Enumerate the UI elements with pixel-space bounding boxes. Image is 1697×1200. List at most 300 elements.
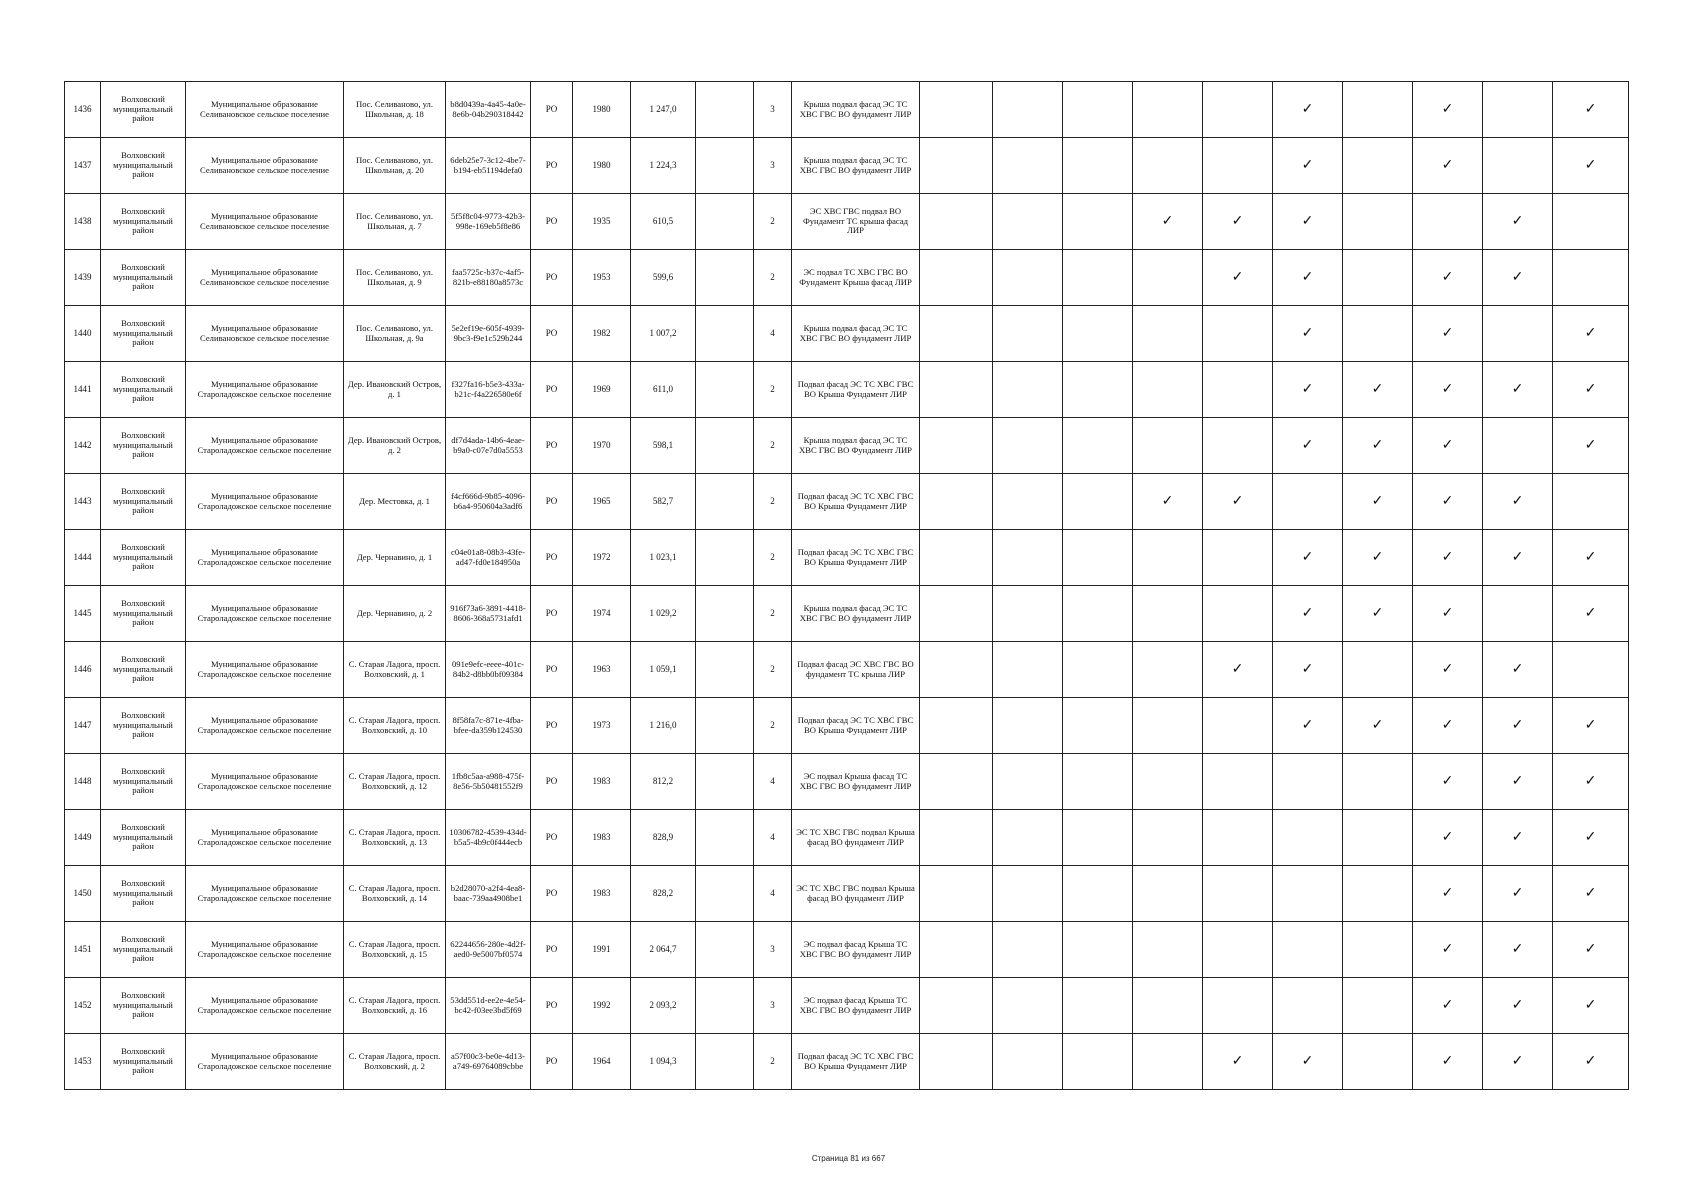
fias-code-cell: 6deb25e7-3c12-4be7-b194-eb51194defa0: [446, 138, 531, 194]
work-check-cell: [1483, 194, 1553, 250]
work-check-cell: [1413, 1034, 1483, 1090]
table-row: [65, 810, 1629, 866]
row-number: 1441: [65, 362, 101, 418]
work-check-cell: [1553, 138, 1629, 194]
work-check-cell: [1343, 642, 1413, 698]
checkmark-icon: ✓: [1511, 1053, 1524, 1069]
floors-cell: 2: [754, 698, 792, 754]
district-cell: Волховский муниципальный район: [101, 250, 186, 306]
checkmark-icon: ✓: [1161, 493, 1174, 509]
empty-cell: [920, 698, 993, 754]
district-cell: Волховский муниципальный район: [101, 194, 186, 250]
municipality-cell: Муниципальное образование Староладожское сельское поселение: [186, 362, 344, 418]
fias-code-cell: faa5725c-b37c-4af5-821b-e88180a8573c: [446, 250, 531, 306]
fias-code-cell: b2d28070-a2f4-4ea8-baac-739aa4908be1: [446, 866, 531, 922]
floors-cell: 2: [754, 418, 792, 474]
area-cell: 610,5: [631, 194, 696, 250]
row-number: 1452: [65, 978, 101, 1034]
empty-cell: [920, 810, 993, 866]
district-cell: Волховский муниципальный район: [101, 978, 186, 1034]
work-check-cell: [993, 1034, 1063, 1090]
empty-cell: [696, 978, 754, 1034]
fias-code-cell: f4cf666d-9b85-4096-b6a4-950604a3adf6: [446, 474, 531, 530]
municipality-cell: Муниципальное образование Селивановское сельское поселение: [186, 250, 344, 306]
table-row: [65, 642, 1629, 698]
work-check-cell: [1553, 978, 1629, 1034]
municipality-cell: Муниципальное образование Староладожское сельское поселение: [186, 866, 344, 922]
work-check-cell: [1553, 306, 1629, 362]
work-check-cell: [1413, 586, 1483, 642]
row-number: 1444: [65, 530, 101, 586]
build-year-cell: 1983: [573, 810, 631, 866]
work-check-cell: [1553, 866, 1629, 922]
checkmark-icon: ✓: [1301, 605, 1314, 621]
work-check-cell: [1483, 586, 1553, 642]
checkmark-icon: ✓: [1441, 493, 1454, 509]
work-check-cell: [1343, 866, 1413, 922]
work-check-cell: [1343, 586, 1413, 642]
work-check-cell: [1483, 138, 1553, 194]
empty-cell: [920, 194, 993, 250]
work-check-cell: [1273, 82, 1343, 138]
row-number: 1449: [65, 810, 101, 866]
address-cell: Пос. Селиваново, ул. Школьная, д. 7: [344, 194, 446, 250]
floors-cell: 2: [754, 250, 792, 306]
municipality-cell: Муниципальное образование Староладожское сельское поселение: [186, 698, 344, 754]
area-cell: 812,2: [631, 754, 696, 810]
empty-cell: [696, 922, 754, 978]
checkmark-icon: ✓: [1301, 717, 1314, 733]
work-check-cell: [1413, 194, 1483, 250]
checkmark-icon: ✓: [1441, 1053, 1454, 1069]
works-list-cell: Подвал фасад ЭС ТС ХВС ГВС ВО Крыша Фундамент ЛИР: [792, 530, 920, 586]
work-check-cell: [1133, 586, 1203, 642]
address-cell: Дер. Чернавино, д. 1: [344, 530, 446, 586]
work-check-cell: [1063, 978, 1133, 1034]
checkmark-icon: ✓: [1511, 381, 1524, 397]
work-check-cell: [993, 362, 1063, 418]
works-list-cell: Подвал фасад ЭС ТС ХВС ГВС ВО Крыша Фундамент ЛИР: [792, 1034, 920, 1090]
district-cell: Волховский муниципальный район: [101, 586, 186, 642]
work-check-cell: [1553, 362, 1629, 418]
work-check-cell: [1413, 642, 1483, 698]
works-list-cell: ЭС ТС ХВС ГВС подвал Крыша фасад ВО фундамент ЛИР: [792, 866, 920, 922]
work-check-cell: [1133, 866, 1203, 922]
work-check-cell: [1413, 306, 1483, 362]
table-row: [65, 978, 1629, 1034]
work-check-cell: [1343, 530, 1413, 586]
empty-cell: [696, 530, 754, 586]
row-number: 1451: [65, 922, 101, 978]
floors-cell: 3: [754, 978, 792, 1034]
works-list-cell: ЭС подвал Крыша фасад ТС ХВС ГВС ВО фундамент ЛИР: [792, 754, 920, 810]
row-number: 1442: [65, 418, 101, 474]
work-check-cell: [1133, 138, 1203, 194]
row-number: 1450: [65, 866, 101, 922]
ro-cell: РО: [531, 82, 573, 138]
ro-cell: РО: [531, 586, 573, 642]
empty-cell: [696, 754, 754, 810]
work-check-cell: [1553, 530, 1629, 586]
empty-cell: [696, 418, 754, 474]
build-year-cell: 1992: [573, 978, 631, 1034]
works-list-cell: Крыша подвал фасад ЭС ТС ХВС ГВС ВО фундамент ЛИР: [792, 306, 920, 362]
ro-cell: РО: [531, 194, 573, 250]
row-number: 1438: [65, 194, 101, 250]
work-check-cell: [993, 418, 1063, 474]
work-check-cell: [1273, 810, 1343, 866]
work-check-cell: [1133, 754, 1203, 810]
floors-cell: 2: [754, 530, 792, 586]
work-check-cell: [1343, 978, 1413, 1034]
table-row: [65, 474, 1629, 530]
work-check-cell: [1133, 1034, 1203, 1090]
checkmark-icon: ✓: [1584, 325, 1597, 341]
checkmark-icon: ✓: [1301, 381, 1314, 397]
area-cell: 1 224,3: [631, 138, 696, 194]
work-check-cell: [1413, 698, 1483, 754]
work-check-cell: [1133, 306, 1203, 362]
checkmark-icon: ✓: [1441, 941, 1454, 957]
empty-cell: [696, 866, 754, 922]
works-list-cell: ЭС ХВС ГВС подвал ВО Фундамент ТС крыша фасад ЛИР: [792, 194, 920, 250]
row-number: 1447: [65, 698, 101, 754]
work-check-cell: [1483, 1034, 1553, 1090]
address-cell: Пос. Селиваново, ул. Школьная, д. 9: [344, 250, 446, 306]
build-year-cell: 1970: [573, 418, 631, 474]
works-list-cell: ЭС подвал фасад Крыша ТС ХВС ГВС ВО фундамент ЛИР: [792, 978, 920, 1034]
checkmark-icon: ✓: [1301, 213, 1314, 229]
area-cell: 611,0: [631, 362, 696, 418]
ro-cell: РО: [531, 978, 573, 1034]
municipality-cell: Муниципальное образование Староладожское сельское поселение: [186, 1034, 344, 1090]
empty-cell: [696, 698, 754, 754]
municipality-cell: Муниципальное образование Староладожское сельское поселение: [186, 530, 344, 586]
checkmark-icon: ✓: [1441, 157, 1454, 173]
work-check-cell: [1203, 754, 1273, 810]
work-check-cell: [1483, 922, 1553, 978]
works-list-cell: Крыша подвал фасад ЭС ТС ХВС ГВС ВО фундамент ЛИР: [792, 586, 920, 642]
floors-cell: 3: [754, 922, 792, 978]
works-list-cell: ЭС подвал ТС ХВС ГВС ВО Фундамент Крыша фасад ЛИР: [792, 250, 920, 306]
works-list-cell: Подвал фасад ЭС ТС ХВС ГВС ВО Крыша Фундамент ЛИР: [792, 474, 920, 530]
build-year-cell: 1973: [573, 698, 631, 754]
work-check-cell: [1413, 418, 1483, 474]
area-cell: 1 007,2: [631, 306, 696, 362]
build-year-cell: 1991: [573, 922, 631, 978]
address-cell: С. Старая Ладога, просп. Волховский, д. 2: [344, 1034, 446, 1090]
address-cell: С. Старая Ладога, просп. Волховский, д. 13: [344, 810, 446, 866]
table-row: [65, 306, 1629, 362]
work-check-cell: [1203, 642, 1273, 698]
works-list-cell: Крыша подвал фасад ЭС ТС ХВС ГВС ВО фундамент ЛИР: [792, 138, 920, 194]
work-check-cell: [1343, 922, 1413, 978]
district-cell: Волховский муниципальный район: [101, 138, 186, 194]
work-check-cell: [993, 922, 1063, 978]
work-check-cell: [1483, 642, 1553, 698]
municipality-cell: Муниципальное образование Селивановское сельское поселение: [186, 194, 344, 250]
work-check-cell: [1553, 922, 1629, 978]
table-body: [65, 82, 1629, 1090]
ro-cell: РО: [531, 530, 573, 586]
work-check-cell: [1343, 810, 1413, 866]
work-check-cell: [1273, 642, 1343, 698]
table-row: [65, 922, 1629, 978]
empty-cell: [920, 306, 993, 362]
build-year-cell: 1965: [573, 474, 631, 530]
work-check-cell: [993, 194, 1063, 250]
build-year-cell: 1953: [573, 250, 631, 306]
work-check-cell: [993, 530, 1063, 586]
work-check-cell: [1553, 754, 1629, 810]
address-cell: С. Старая Ладога, просп. Волховский, д. 1: [344, 642, 446, 698]
work-check-cell: [1133, 922, 1203, 978]
work-check-cell: [1273, 362, 1343, 418]
build-year-cell: 1969: [573, 362, 631, 418]
checkmark-icon: ✓: [1301, 101, 1314, 117]
work-check-cell: [1553, 698, 1629, 754]
address-cell: С. Старая Ладога, просп. Волховский, д. 14: [344, 866, 446, 922]
build-year-cell: 1980: [573, 138, 631, 194]
checkmark-icon: ✓: [1584, 885, 1597, 901]
address-cell: Дер. Ивановский Остров, д. 1: [344, 362, 446, 418]
checkmark-icon: ✓: [1584, 717, 1597, 733]
work-check-cell: [1553, 810, 1629, 866]
checkmark-icon: ✓: [1584, 101, 1597, 117]
work-check-cell: [1413, 978, 1483, 1034]
work-check-cell: [1063, 362, 1133, 418]
fias-code-cell: 916f73a6-3891-4418-8606-368a5731afd1: [446, 586, 531, 642]
checkmark-icon: ✓: [1231, 213, 1244, 229]
works-list-cell: Подвал фасад ЭС ТС ХВС ГВС ВО Крыша Фундамент ЛИР: [792, 362, 920, 418]
work-check-cell: [1203, 138, 1273, 194]
work-check-cell: [1483, 530, 1553, 586]
empty-cell: [920, 978, 993, 1034]
district-cell: Волховский муниципальный район: [101, 306, 186, 362]
floors-cell: 2: [754, 642, 792, 698]
work-check-cell: [1133, 250, 1203, 306]
work-check-cell: [1063, 642, 1133, 698]
checkmark-icon: ✓: [1511, 997, 1524, 1013]
floors-cell: 2: [754, 1034, 792, 1090]
row-number: 1446: [65, 642, 101, 698]
work-check-cell: [1203, 698, 1273, 754]
work-check-cell: [1203, 586, 1273, 642]
municipality-cell: Муниципальное образование Староладожское сельское поселение: [186, 754, 344, 810]
ro-cell: РО: [531, 866, 573, 922]
work-check-cell: [1413, 362, 1483, 418]
fias-code-cell: 62244656-280e-4d2f-aed0-9e5007bf0574: [446, 922, 531, 978]
checkmark-icon: ✓: [1511, 773, 1524, 789]
checkmark-icon: ✓: [1301, 549, 1314, 565]
address-cell: С. Старая Ладога, просп. Волховский, д. 16: [344, 978, 446, 1034]
floors-cell: 4: [754, 810, 792, 866]
checkmark-icon: ✓: [1301, 325, 1314, 341]
area-cell: 1 059,1: [631, 642, 696, 698]
empty-cell: [920, 250, 993, 306]
build-year-cell: 1972: [573, 530, 631, 586]
fias-code-cell: 5f5f8c04-9773-42b3-998e-169eb5f8e86: [446, 194, 531, 250]
district-cell: Волховский муниципальный район: [101, 474, 186, 530]
work-check-cell: [1343, 362, 1413, 418]
work-check-cell: [1553, 250, 1629, 306]
work-check-cell: [1483, 306, 1553, 362]
work-check-cell: [1413, 82, 1483, 138]
build-year-cell: 1974: [573, 586, 631, 642]
municipality-cell: Муниципальное образование Староладожское сельское поселение: [186, 642, 344, 698]
municipality-cell: Муниципальное образование Староладожское сельское поселение: [186, 810, 344, 866]
checkmark-icon: ✓: [1371, 493, 1384, 509]
work-check-cell: [993, 642, 1063, 698]
address-cell: Дер. Ивановский Остров, д. 2: [344, 418, 446, 474]
work-check-cell: [1273, 194, 1343, 250]
work-check-cell: [1203, 530, 1273, 586]
address-cell: Пос. Селиваново, ул. Школьная, д. 9а: [344, 306, 446, 362]
fias-code-cell: f327fa16-b5e3-433a-b21c-f4a226580e6f: [446, 362, 531, 418]
work-check-cell: [993, 82, 1063, 138]
empty-cell: [696, 194, 754, 250]
work-check-cell: [1483, 362, 1553, 418]
fias-code-cell: df7d4ada-14b6-4eae-b9a0-c07e7d0a5553: [446, 418, 531, 474]
work-check-cell: [1483, 418, 1553, 474]
work-check-cell: [1133, 642, 1203, 698]
checkmark-icon: ✓: [1584, 829, 1597, 845]
district-cell: Волховский муниципальный район: [101, 1034, 186, 1090]
table-row: [65, 1034, 1629, 1090]
floors-cell: 2: [754, 586, 792, 642]
floors-cell: 4: [754, 306, 792, 362]
area-cell: 1 023,1: [631, 530, 696, 586]
work-check-cell: [1483, 250, 1553, 306]
work-check-cell: [1553, 1034, 1629, 1090]
checkmark-icon: ✓: [1584, 773, 1597, 789]
work-check-cell: [1133, 530, 1203, 586]
work-check-cell: [1203, 194, 1273, 250]
checkmark-icon: ✓: [1584, 381, 1597, 397]
fias-code-cell: b8d0439a-4a45-4a0e-8e6b-04b290318442: [446, 82, 531, 138]
ro-cell: РО: [531, 1034, 573, 1090]
checkmark-icon: ✓: [1511, 213, 1524, 229]
empty-cell: [920, 82, 993, 138]
work-check-cell: [1413, 530, 1483, 586]
area-cell: 1 216,0: [631, 698, 696, 754]
work-check-cell: [1483, 474, 1553, 530]
work-check-cell: [1063, 194, 1133, 250]
work-check-cell: [1413, 810, 1483, 866]
municipality-cell: Муниципальное образование Староладожское сельское поселение: [186, 474, 344, 530]
empty-cell: [920, 474, 993, 530]
area-cell: 582,7: [631, 474, 696, 530]
work-check-cell: [993, 474, 1063, 530]
work-check-cell: [1063, 138, 1133, 194]
checkmark-icon: ✓: [1511, 493, 1524, 509]
checkmark-icon: ✓: [1441, 269, 1454, 285]
work-check-cell: [1203, 922, 1273, 978]
table-row: [65, 138, 1629, 194]
checkmark-icon: ✓: [1301, 269, 1314, 285]
work-check-cell: [1063, 698, 1133, 754]
work-check-cell: [1343, 698, 1413, 754]
ro-cell: РО: [531, 698, 573, 754]
municipality-cell: Муниципальное образование Староладожское сельское поселение: [186, 418, 344, 474]
build-year-cell: 1980: [573, 82, 631, 138]
municipality-cell: Муниципальное образование Староладожское сельское поселение: [186, 978, 344, 1034]
work-check-cell: [1343, 82, 1413, 138]
row-number: 1439: [65, 250, 101, 306]
work-check-cell: [1063, 82, 1133, 138]
empty-cell: [920, 530, 993, 586]
checkmark-icon: ✓: [1511, 717, 1524, 733]
district-cell: Волховский муниципальный район: [101, 810, 186, 866]
work-check-cell: [1063, 586, 1133, 642]
work-check-cell: [993, 754, 1063, 810]
work-check-cell: [1483, 866, 1553, 922]
checkmark-icon: ✓: [1301, 1053, 1314, 1069]
work-check-cell: [1413, 922, 1483, 978]
work-check-cell: [1063, 530, 1133, 586]
floors-cell: 4: [754, 754, 792, 810]
area-cell: 599,6: [631, 250, 696, 306]
work-check-cell: [1413, 250, 1483, 306]
work-check-cell: [993, 586, 1063, 642]
empty-cell: [920, 586, 993, 642]
checkmark-icon: ✓: [1584, 1053, 1597, 1069]
work-check-cell: [1273, 866, 1343, 922]
work-check-cell: [1343, 138, 1413, 194]
address-cell: Пос. Селиваново, ул. Школьная, д. 18: [344, 82, 446, 138]
work-check-cell: [1343, 250, 1413, 306]
work-check-cell: [1343, 754, 1413, 810]
works-list-cell: Крыша подвал фасад ЭС ТС ХВС ГВС ВО Фундамент ЛИР: [792, 418, 920, 474]
work-check-cell: [1273, 250, 1343, 306]
checkmark-icon: ✓: [1441, 381, 1454, 397]
work-check-cell: [993, 866, 1063, 922]
municipality-cell: Муниципальное образование Селивановское сельское поселение: [186, 82, 344, 138]
fias-code-cell: 5e2ef19e-605f-4939-9bc3-f9e1c529b244: [446, 306, 531, 362]
fias-code-cell: 091e9efc-eeee-401c-84b2-d8bb0bf09384: [446, 642, 531, 698]
work-check-cell: [1273, 698, 1343, 754]
work-check-cell: [1063, 474, 1133, 530]
municipality-cell: Муниципальное образование Селивановское сельское поселение: [186, 138, 344, 194]
row-number: 1443: [65, 474, 101, 530]
work-check-cell: [1553, 194, 1629, 250]
checkmark-icon: ✓: [1161, 213, 1174, 229]
area-cell: 2 064,7: [631, 922, 696, 978]
work-check-cell: [1063, 1034, 1133, 1090]
table-row: [65, 754, 1629, 810]
works-list-cell: Крыша подвал фасад ЭС ТС ХВС ГВС ВО фундамент ЛИР: [792, 82, 920, 138]
empty-cell: [920, 1034, 993, 1090]
work-check-cell: [993, 810, 1063, 866]
floors-cell: 3: [754, 82, 792, 138]
work-check-cell: [1553, 418, 1629, 474]
ro-cell: РО: [531, 642, 573, 698]
district-cell: Волховский муниципальный район: [101, 754, 186, 810]
work-check-cell: [1133, 82, 1203, 138]
work-check-cell: [1203, 866, 1273, 922]
ro-cell: РО: [531, 922, 573, 978]
empty-cell: [696, 82, 754, 138]
checkmark-icon: ✓: [1511, 829, 1524, 845]
checkmark-icon: ✓: [1301, 157, 1314, 173]
row-number: 1440: [65, 306, 101, 362]
empty-cell: [920, 754, 993, 810]
work-check-cell: [1553, 82, 1629, 138]
district-cell: Волховский муниципальный район: [101, 642, 186, 698]
work-check-cell: [1413, 138, 1483, 194]
work-check-cell: [1273, 306, 1343, 362]
work-check-cell: [1203, 362, 1273, 418]
